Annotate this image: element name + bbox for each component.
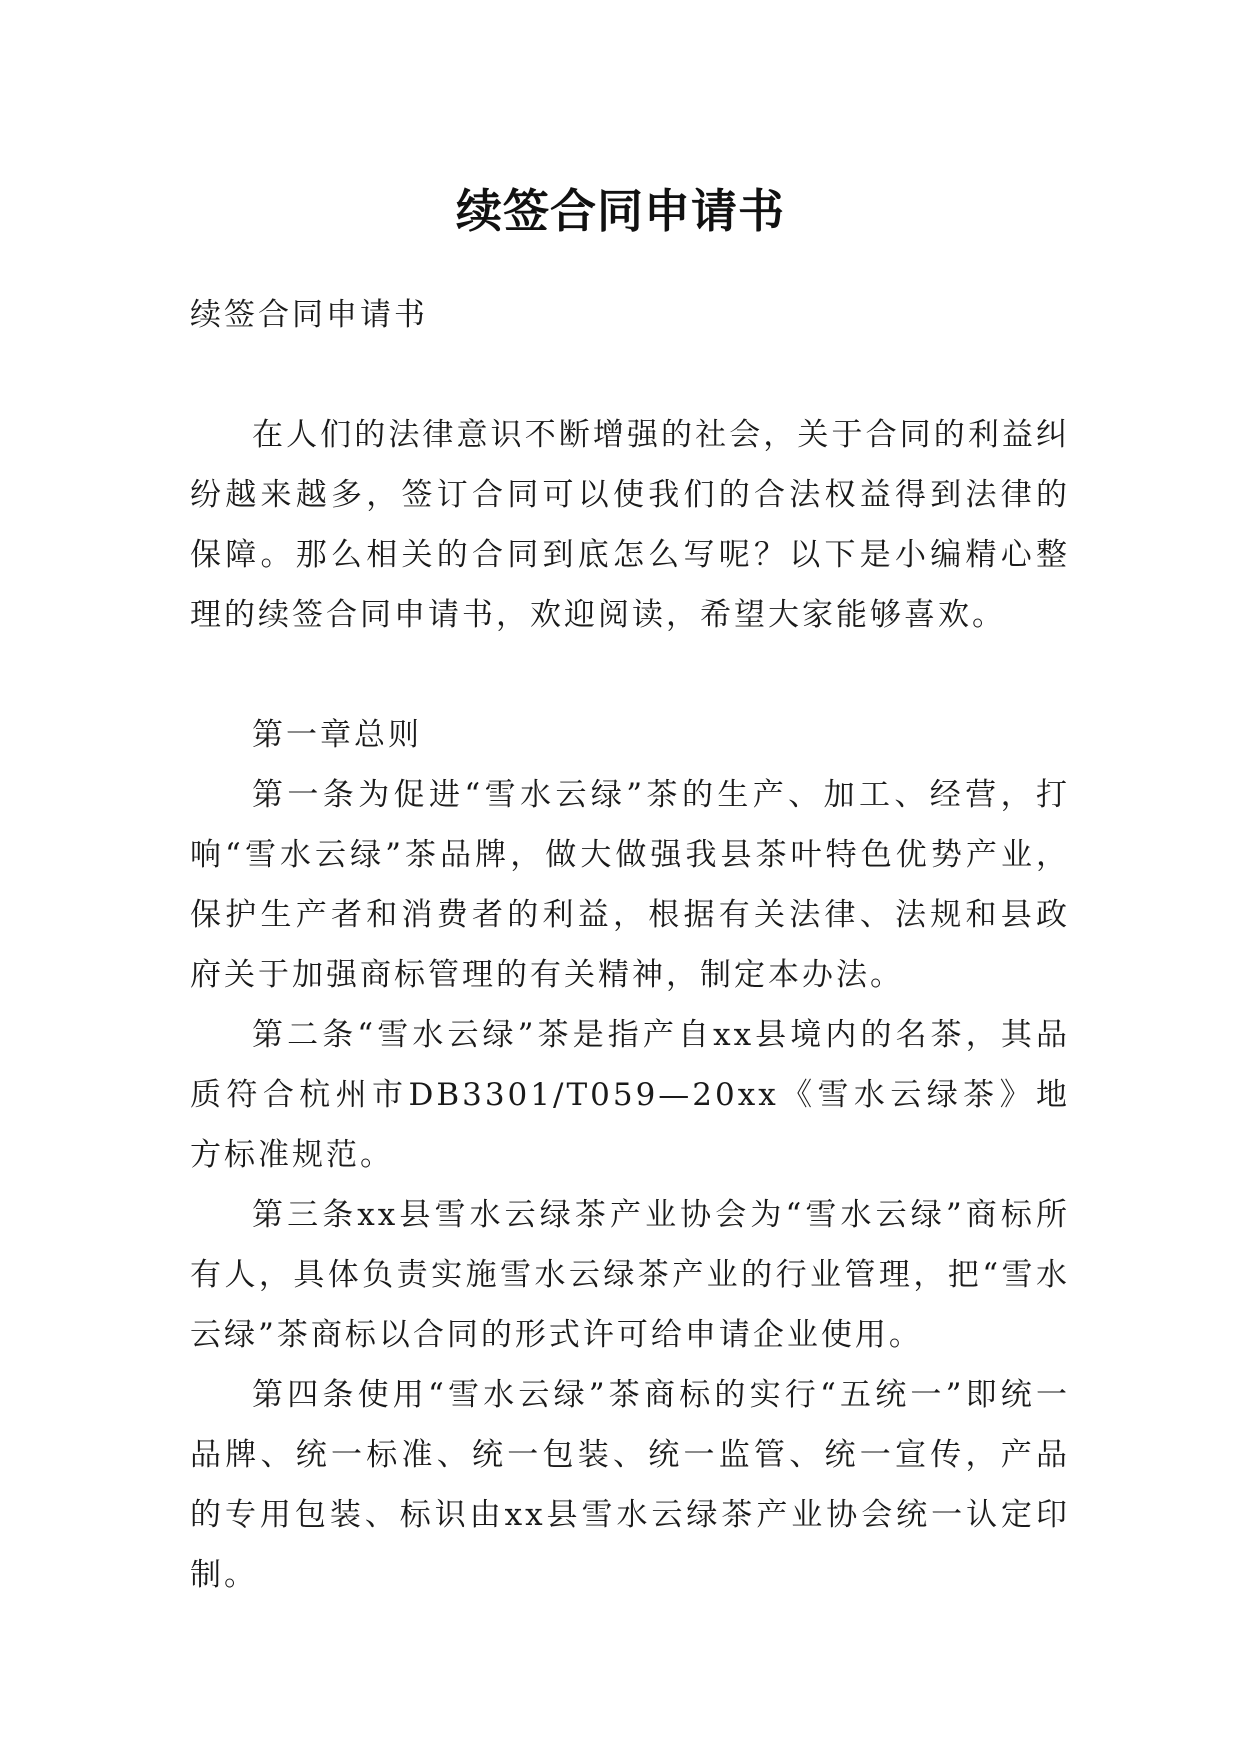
document-subtitle: 续签合同申请书 [190,297,428,333]
article-1: 第一条为促进“雪水云绿”茶的生产、加工、经营，打响“雪水云绿”茶品牌，做大做强我县茶叶特色优势产业，保护生产者和消费者的利益，根据有关法律、法规和县政府关于加强商标管理的有关精神，制定本办法。 [190,777,1070,993]
chapter-heading: 第一章总则 [252,717,422,753]
article-2: 第二条“雪水云绿”茶是指产自xx县境内的名茶，其品质符合杭州市DB3301/T059—20xx《雪水云绿茶》地方标准规范。 [190,1017,1070,1173]
article-3: 第三条xx县雪水云绿茶产业协会为“雪水云绿”商标所有人，具体负责实施雪水云绿茶产业的行业管理，把“雪水云绿”茶商标以合同的形式许可给申请企业使用。 [190,1197,1070,1353]
intro-paragraph: 在人们的法律意识不断增强的社会，关于合同的利益纠纷越来越多，签订合同可以使我们的合法权益得到法律的保障。那么相关的合同到底怎么写呢？以下是小编精心整理的续签合同申请书，欢迎阅读，希望大家能够喜欢。 [190,417,1070,633]
document-body [190,285,1070,1605]
page-title: 续签合同申请书 [456,183,785,238]
article-4: 第四条使用“雪水云绿”茶商标的实行“五统一”即统一品牌、统一标准、统一包装、统一监管、统一宣传，产品的专用包装、标识由xx县雪水云绿茶产业协会统一认定印制。 [190,1377,1070,1593]
